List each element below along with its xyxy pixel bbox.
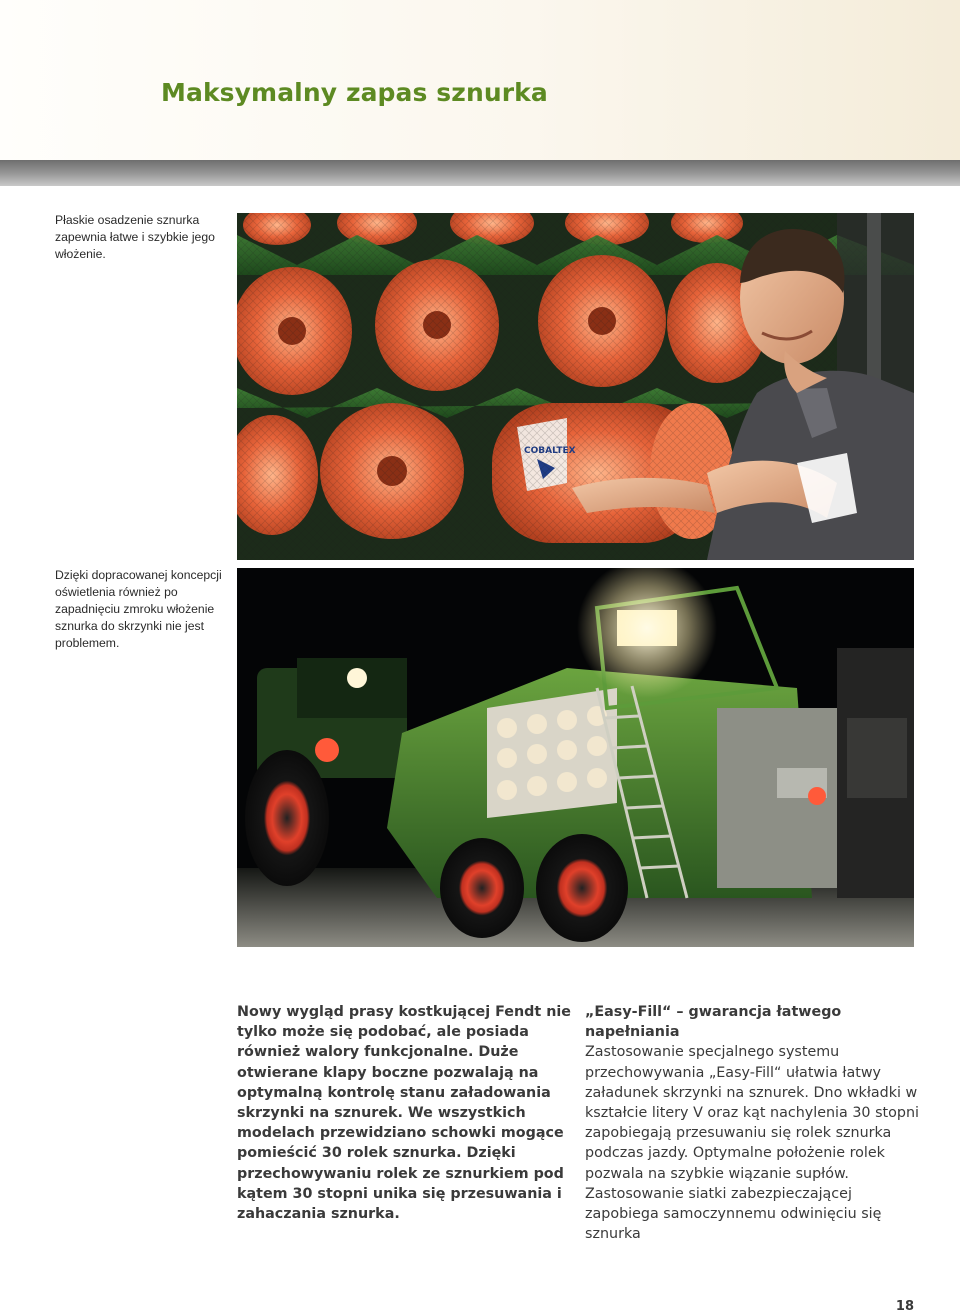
twine-brand-label: COBALTEX: [524, 446, 576, 456]
photo-caption-rolls: Płaskie osadzenie sznurka zapewnia łatwe i szybkie jego włożenie.: [55, 213, 215, 261]
photo-twine-rolls: [237, 213, 914, 560]
photo-night-baler: [237, 568, 914, 947]
page-number: 18: [895, 1299, 914, 1314]
photo-caption-night: Dzięki dopracowanej koncepcji oświetlenia również po zapadnięciu zmroku włożenie sznurka do skrzynki nie jest problemem.: [55, 568, 222, 650]
header-divider: [0, 160, 960, 186]
easy-fill-text: Zastosowanie specjalnego systemu przechowywania „Easy-Fill“ ułatwia łatwy załadunek skrzynki na sznurek. Dno wkładki w kształcie litery V oraz kąt nachylenia 30 stopni zapobiegają przesuwaniu się rolek sznurka podczas jazdy. Optymalne położenie rolek pozwala na szybkie wiązanie supłów. Zastosowanie siatki zabezpieczającej zapobiega samoczynnemu odwinięciu się sznurka: [585, 1044, 919, 1243]
easy-fill-heading: „Easy-Fill“ – gwarancja łatwego napełniania: [585, 1004, 842, 1041]
easy-fill-section: [585, 1002, 925, 1244]
intro-text: Nowy wygląd prasy kostkującej Fendt nie tylko może się podobać, ale posiada również walory funkcjonalne. Duże otwierane klapy boczne pozwalają na optymalną kontrolę stanu załadowania skrzynki na sznurek. We wszystkich modelach przewidziano schowki mogące pomieścić 30 rolek sznurka. Dzięki przechowywaniu rolek ze sznurkiem pod kątem 30 stopni unika się przesuwania i zahaczania sznurka.: [237, 1004, 572, 1223]
page-title: Maksymalny zapas sznurka: [161, 78, 548, 107]
night-baler-illustration: [237, 568, 914, 947]
twine-rolls-illustration: [237, 213, 914, 560]
